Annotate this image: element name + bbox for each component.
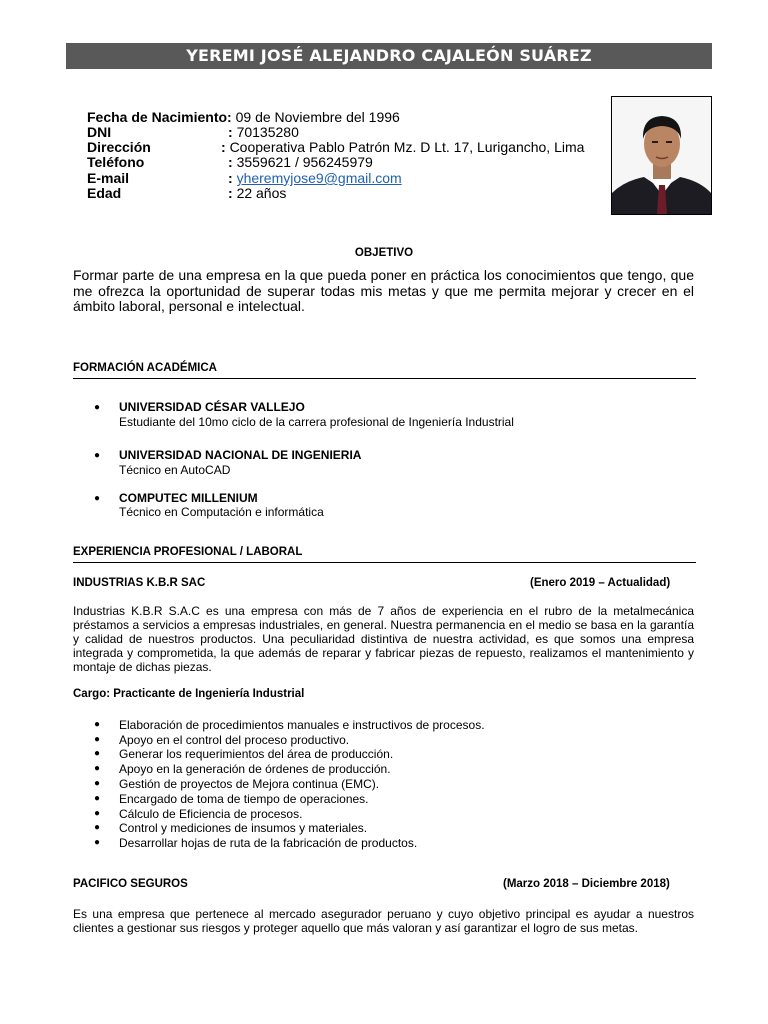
bullet-icon: ● [94,793,101,804]
duty-item: Control y mediciones de insumos y materiales. [119,821,368,835]
info-label: Edad [87,185,122,201]
info-row-address: Dirección : Cooperativa Pablo Patrón Mz. D Lt. 17, Lurigancho, Lima [87,139,585,155]
duty-item: Apoyo en la generación de órdenes de producción. [119,762,391,776]
education-heading: FORMACIÓN ACADÉMICA [73,362,217,374]
education-detail: Técnico en AutoCAD [119,463,231,477]
info-value: 09 de Noviembre del 1996 [235,109,400,125]
job-description: Es una empresa que pertenece al mercado asegurador peruano y cuyo objetivo principal es ayudar a nuestros clientes a gestionar sus riesgos y proteger aquello que más valoran y así garantizar el logro de sus metas. [73,907,694,935]
objective-text: Formar parte de una empresa en la que pueda poner en práctica los conocimientos que tengo, que me ofrezca la oportunidad de superar todas mis metas y que me permita mejorar y crecer en el ámbito laboral, personal e intelectual. [73,267,694,314]
education-detail: Técnico en Computación e informática [119,505,324,519]
bullet-icon: ● [94,493,101,504]
info-label: E-mail [87,170,130,186]
info-row-birthdate: Fecha de Nacimiento: 09 de Noviembre del 1996 [87,109,400,125]
bullet-icon: ● [94,837,101,848]
info-label: DNI [87,124,112,140]
bullet-icon: ● [94,734,101,745]
email-link[interactable]: yheremyjose9@gmail.com [236,170,402,186]
duty-item: Gestión de proyectos de Mejora continua (EMC). [119,777,380,791]
info-value: Cooperativa Pablo Patrón Mz. D Lt. 17, Lurigancho, Lima [229,139,585,155]
bullet-icon: ● [94,778,101,789]
resume-name-header: YEREMI JOSÉ ALEJANDRO CAJALEÓN SUÁREZ [66,43,712,69]
profile-photo [611,96,712,215]
job-role: Cargo: Practicante de Ingeniería Industrial [73,688,305,700]
bullet-icon: ● [94,450,101,461]
education-institution: UNIVERSIDAD NACIONAL DE INGENIERIA [119,448,362,462]
job-period: (Enero 2019 – Actualidad) [530,577,671,589]
duty-item: Elaboración de procedimientos manuales e instructivos de procesos. [119,718,485,732]
duty-item: Cálculo de Eficiencia de procesos. [119,807,303,821]
info-row-email: E-mail : yheremyjose9@gmail.com [87,170,402,186]
job-period: (Marzo 2018 – Diciembre 2018) [503,878,670,890]
info-row-dni: DNI : 70135280 [87,124,299,140]
info-label: Teléfono [87,154,145,170]
bullet-icon: ● [94,808,101,819]
job-description: Industrias K.B.R S.A.C es una empresa con más de 7 años de experiencia en el rubro de la metalmecánica préstamos a servicios a empresas industriales, en general. Nuestra permanencia en el medio se basa en la garantía y calidad de nuestros productos. Una peculiaridad distintiva de nuestra actividad, es que somos una empresa integrada y comprometida, la que además de reparar y fabricar piezas de repuesto, realizamos el mantenimiento y montaje de dichas piezas. [73,604,694,674]
info-label: Fecha de Nacimiento [87,109,228,125]
info-value: 3559621 / 956245979 [236,154,373,170]
section-divider [73,562,696,563]
objective-heading: OBJETIVO [354,247,414,259]
bullet-icon: ● [94,763,101,774]
info-value: 70135280 [236,124,299,140]
info-value: 22 años [236,185,287,201]
bullet-icon: ● [94,822,101,833]
info-row-phone: Teléfono : 3559621 / 956245979 [87,154,373,170]
bullet-icon: ● [94,402,101,413]
section-divider [73,378,696,379]
info-label: Dirección [87,139,151,155]
bullet-icon: ● [94,748,101,759]
duty-item: Encargado de toma de tiempo de operaciones. [119,792,369,806]
experience-heading: EXPERIENCIA PROFESIONAL / LABORAL [73,546,303,558]
bullet-icon: ● [94,719,101,730]
duty-item: Desarrollar hojas de ruta de la fabricación de productos. [119,836,418,850]
info-row-age: Edad : 22 años [87,185,287,201]
job-company: PACIFICO SEGUROS [73,878,188,890]
education-institution: UNIVERSIDAD CÉSAR VALLEJO [119,400,305,414]
job-company: INDUSTRIAS K.B.R SAC [73,577,206,589]
education-institution: COMPUTEC MILLENIUM [119,491,258,505]
duty-item: Apoyo en el control del proceso productivo. [119,733,350,747]
person-portrait-icon [612,97,711,214]
education-detail: Estudiante del 10mo ciclo de la carrera profesional de Ingeniería Industrial [119,415,514,429]
duty-item: Generar los requerimientos del área de producción. [119,747,394,761]
